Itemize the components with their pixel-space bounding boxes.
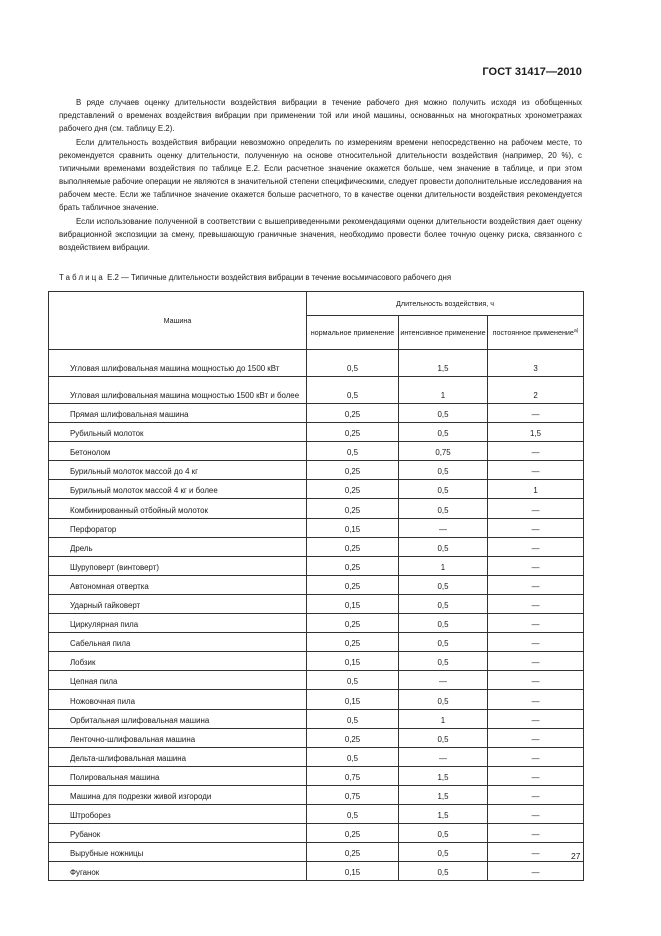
cell-constant: 2 bbox=[488, 377, 584, 404]
cell-normal: 0,75 bbox=[307, 766, 399, 785]
document-code: ГОСТ 31417—2010 bbox=[482, 66, 582, 78]
paragraph: Если использование полученной в соответствии с вышеприведенными рекомендациями оценки длительности воздействия дает оценку вибрационной экспозиции за смену, превышающую граничные значения, необходимо провести более точную оценку риска, связанного с воздействием вибрации. bbox=[59, 217, 582, 252]
cell-machine: Лобзик bbox=[49, 652, 307, 671]
cell-constant: — bbox=[488, 804, 584, 823]
cell-normal: 0,25 bbox=[307, 614, 399, 633]
cell-constant: — bbox=[488, 747, 584, 766]
table-caption-label: Таблица bbox=[59, 273, 105, 282]
cell-intensive: 0,5 bbox=[399, 499, 488, 518]
table-row bbox=[49, 824, 584, 843]
cell-machine: Фуганок bbox=[49, 862, 307, 881]
table-row bbox=[49, 442, 584, 461]
cell-constant: — bbox=[488, 575, 584, 594]
cell-intensive: 0,5 bbox=[399, 480, 488, 499]
cell-machine: Машина для подрезки живой изгороди bbox=[49, 785, 307, 804]
cell-intensive: 0,5 bbox=[399, 633, 488, 652]
table-row bbox=[49, 766, 584, 785]
cell-constant: — bbox=[488, 594, 584, 613]
table-row bbox=[49, 480, 584, 499]
cell-normal: 0,25 bbox=[307, 499, 399, 518]
cell-intensive: 0,5 bbox=[399, 824, 488, 843]
table-row bbox=[49, 671, 584, 690]
cell-machine: Ударный гайковерт bbox=[49, 594, 307, 613]
body-text bbox=[59, 96, 582, 255]
cell-machine: Ножовочная пила bbox=[49, 690, 307, 709]
cell-intensive: 1 bbox=[399, 556, 488, 575]
table-row bbox=[49, 862, 584, 881]
cell-machine: Комбинированный отбойный молоток bbox=[49, 499, 307, 518]
cell-normal: 0,25 bbox=[307, 728, 399, 747]
cell-constant: — bbox=[488, 671, 584, 690]
cell-intensive: 1,5 bbox=[399, 350, 488, 377]
cell-normal: 0,15 bbox=[307, 594, 399, 613]
cell-machine: Бурильный молоток массой до 4 кг bbox=[49, 461, 307, 480]
cell-machine: Сабельная пила bbox=[49, 633, 307, 652]
table-row bbox=[49, 350, 584, 377]
table-row bbox=[49, 518, 584, 537]
table-row bbox=[49, 404, 584, 423]
table-row bbox=[49, 461, 584, 480]
cell-intensive: 0,5 bbox=[399, 652, 488, 671]
cell-normal: 0,5 bbox=[307, 804, 399, 823]
cell-normal: 0,25 bbox=[307, 556, 399, 575]
cell-machine: Ленточно-шлифовальная машина bbox=[49, 728, 307, 747]
cell-normal: 0,5 bbox=[307, 709, 399, 728]
table-row bbox=[49, 690, 584, 709]
cell-constant: — bbox=[488, 518, 584, 537]
cell-intensive: 0,5 bbox=[399, 614, 488, 633]
cell-constant: 1,5 bbox=[488, 423, 584, 442]
cell-intensive: 1,5 bbox=[399, 766, 488, 785]
cell-intensive: — bbox=[399, 747, 488, 766]
header-machine: Машина bbox=[49, 292, 307, 350]
cell-machine: Перфоратор bbox=[49, 518, 307, 537]
header-constant bbox=[488, 316, 584, 350]
table-row bbox=[49, 377, 584, 404]
cell-constant: — bbox=[488, 843, 584, 862]
table-row bbox=[49, 747, 584, 766]
header-intensive: интенсивное применение bbox=[399, 316, 488, 350]
cell-machine: Штроборез bbox=[49, 804, 307, 823]
cell-constant: — bbox=[488, 556, 584, 575]
cell-intensive: 0,5 bbox=[399, 404, 488, 423]
table-row bbox=[49, 652, 584, 671]
cell-machine: Цепная пила bbox=[49, 671, 307, 690]
cell-intensive: 0,5 bbox=[399, 537, 488, 556]
cell-constant: — bbox=[488, 461, 584, 480]
cell-constant: — bbox=[488, 499, 584, 518]
cell-intensive: 1,5 bbox=[399, 785, 488, 804]
cell-constant: — bbox=[488, 709, 584, 728]
table-caption bbox=[59, 273, 584, 282]
cell-normal: 0,15 bbox=[307, 518, 399, 537]
table-row bbox=[49, 633, 584, 652]
cell-constant: — bbox=[488, 442, 584, 461]
cell-normal: 0,5 bbox=[307, 377, 399, 404]
cell-machine: Шуруповерт (винтоверт) bbox=[49, 556, 307, 575]
cell-machine: Угловая шлифовальная машина мощностью 1500 кВт и более bbox=[49, 377, 307, 404]
cell-constant: — bbox=[488, 728, 584, 747]
cell-intensive: 0,5 bbox=[399, 461, 488, 480]
cell-machine: Прямая шлифовальная машина bbox=[49, 404, 307, 423]
cell-intensive: 1 bbox=[399, 709, 488, 728]
table-row bbox=[49, 499, 584, 518]
cell-intensive: 0,5 bbox=[399, 423, 488, 442]
cell-normal: 0,25 bbox=[307, 480, 399, 499]
cell-constant: — bbox=[488, 614, 584, 633]
cell-constant: — bbox=[488, 404, 584, 423]
table-row bbox=[49, 843, 584, 862]
cell-intensive: — bbox=[399, 518, 488, 537]
cell-constant: — bbox=[488, 862, 584, 881]
cell-constant: — bbox=[488, 537, 584, 556]
page-number: 27 bbox=[571, 851, 581, 861]
table-row bbox=[49, 594, 584, 613]
header-constant-label: постоянное применение bbox=[492, 328, 574, 337]
duration-table bbox=[48, 291, 584, 881]
cell-normal: 0,15 bbox=[307, 862, 399, 881]
footnote-marker: а) bbox=[573, 328, 579, 334]
cell-constant: — bbox=[488, 766, 584, 785]
cell-normal: 0,5 bbox=[307, 350, 399, 377]
table-row bbox=[49, 785, 584, 804]
cell-constant: 1 bbox=[488, 480, 584, 499]
table-row bbox=[49, 537, 584, 556]
cell-normal: 0,5 bbox=[307, 747, 399, 766]
table-row bbox=[49, 614, 584, 633]
cell-machine: Орбитальная шлифовальная машина bbox=[49, 709, 307, 728]
cell-normal: 0,15 bbox=[307, 690, 399, 709]
cell-machine: Вырубные ножницы bbox=[49, 843, 307, 862]
cell-intensive: 0,5 bbox=[399, 575, 488, 594]
table-row bbox=[49, 423, 584, 442]
cell-machine: Рубильный молоток bbox=[49, 423, 307, 442]
cell-intensive: 1,5 bbox=[399, 804, 488, 823]
cell-constant: — bbox=[488, 633, 584, 652]
cell-machine: Угловая шлифовальная машина мощностью до 1500 кВт bbox=[49, 350, 307, 377]
table-row bbox=[49, 728, 584, 747]
cell-machine: Бурильный молоток массой 4 кг и более bbox=[49, 480, 307, 499]
cell-machine: Дельта-шлифовальная машина bbox=[49, 747, 307, 766]
cell-machine: Бетонолом bbox=[49, 442, 307, 461]
cell-normal: 0,5 bbox=[307, 442, 399, 461]
table-row bbox=[49, 709, 584, 728]
cell-intensive: 0,75 bbox=[399, 442, 488, 461]
cell-normal: 0,25 bbox=[307, 537, 399, 556]
cell-normal: 0,25 bbox=[307, 461, 399, 480]
cell-normal: 0,25 bbox=[307, 423, 399, 442]
header-normal: нормальное применение bbox=[307, 316, 399, 350]
cell-normal: 0,5 bbox=[307, 671, 399, 690]
cell-machine: Циркулярная пила bbox=[49, 614, 307, 633]
table-row bbox=[49, 575, 584, 594]
table-caption-text: Е.2 — Типичные длительности воздействия вибрации в течение восьмичасового рабочего дня bbox=[104, 273, 452, 282]
table-body bbox=[49, 350, 584, 881]
cell-normal: 0,25 bbox=[307, 404, 399, 423]
cell-constant: — bbox=[488, 785, 584, 804]
cell-intensive: 0,5 bbox=[399, 728, 488, 747]
cell-normal: 0,25 bbox=[307, 633, 399, 652]
cell-normal: 0,75 bbox=[307, 785, 399, 804]
cell-intensive: 1 bbox=[399, 377, 488, 404]
cell-constant: — bbox=[488, 824, 584, 843]
cell-machine: Рубанок bbox=[49, 824, 307, 843]
paragraph: Если длительность воздействия вибрации невозможно определить по измерениям времени непосредственно на рабочем месте, то рекомендуется сравнить оценку длительности, полученную на основе относительной длительности воздействия (например, 20 %), с типичными временами воздействия по таблице Е.2. Если расчетное значение окажется больше, чем значение в таблице, и при этом выполняемые рабочие операции не являются в значительной степени специфическими, следует провести дополнительные исследования на рабочем месте. Если же табличное значение окажется больше расчетного, то в качестве оценки длительности воздействия рекомендуется брать табличное значение. bbox=[59, 138, 582, 212]
cell-constant: — bbox=[488, 652, 584, 671]
cell-machine: Дрель bbox=[49, 537, 307, 556]
cell-intensive: 0,5 bbox=[399, 843, 488, 862]
cell-machine: Автономная отвертка bbox=[49, 575, 307, 594]
table-row bbox=[49, 804, 584, 823]
cell-normal: 0,25 bbox=[307, 824, 399, 843]
cell-intensive: 0,5 bbox=[399, 594, 488, 613]
cell-normal: 0,15 bbox=[307, 652, 399, 671]
cell-intensive: — bbox=[399, 671, 488, 690]
cell-machine: Полировальная машина bbox=[49, 766, 307, 785]
cell-intensive: 0,5 bbox=[399, 862, 488, 881]
cell-normal: 0,25 bbox=[307, 843, 399, 862]
cell-constant: 3 bbox=[488, 350, 584, 377]
paragraph: В ряде случаев оценку длительности воздействия вибрации в течение рабочего дня можно получить исходя из обобщенных представлений о временах воздействия вибрации при применении той или иной машины, основанных на многократных хронометражах рабочего дня (см. таблицу Е.2). bbox=[59, 98, 582, 133]
cell-intensive: 0,5 bbox=[399, 690, 488, 709]
cell-normal: 0,25 bbox=[307, 575, 399, 594]
header-duration: Длительность воздействия, ч bbox=[307, 292, 584, 316]
cell-constant: — bbox=[488, 690, 584, 709]
table-row bbox=[49, 556, 584, 575]
